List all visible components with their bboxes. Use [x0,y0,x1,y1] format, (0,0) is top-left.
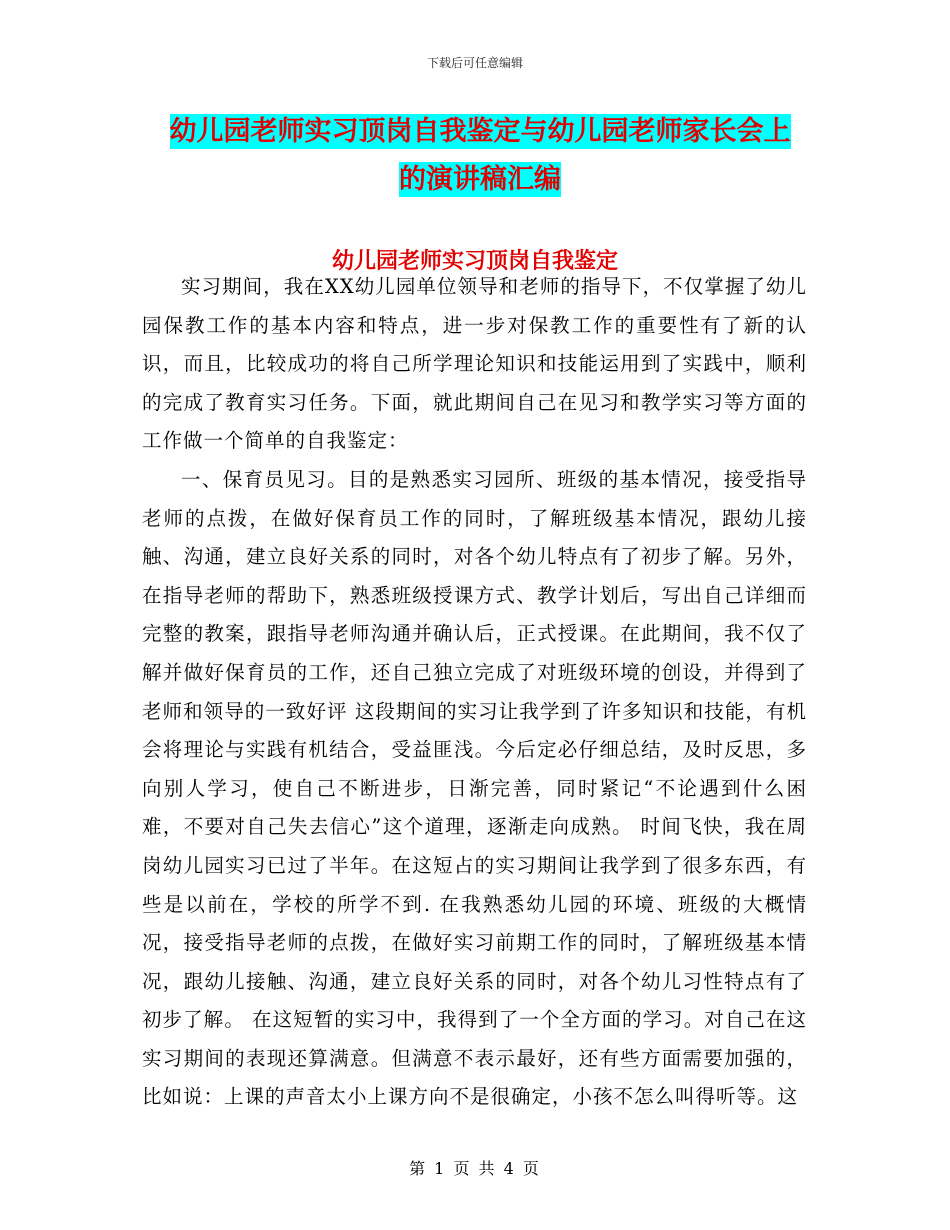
page-header: 下载后可任意编辑 [426,56,523,70]
paragraph: 实习期间，我在XX幼儿园单位领导和老师的指导下，不仅掌握了幼儿园保教工作的基本内容和特点，进一步对保教工作的重要性有了新的认识，而且，比较成功的将自己所学理论知识和技能运用到了实践中，顺利的完成了教育实习任务。下面，就此期间自己在见习和教学实习等方面的工作做一个简单的自我鉴定： [142,275,807,453]
document-title-line-2: 的演讲稿汇编 [399,164,561,195]
page-footer: 第 1 页 共 4 页 [409,1159,541,1178]
section-title: 幼儿园老师实习顶岗自我鉴定 [331,248,618,274]
document-body [142,268,807,1123]
document-title [150,108,810,204]
document-title-line-1: 幼儿园老师实习顶岗自我鉴定与幼儿园老师家长会上 [169,116,791,147]
paragraph: 一、保育员见习。目的是熟悉实习园所、班级的基本情况，接受指导老师的点拨，在做好保育员工作的同时，了解班级基本情况，跟幼儿接触、沟通，建立良好关系的同时，对各个幼儿特点有了初步了解。另外，在指导老师的帮助下，熟悉班级授课方式、教学计划后，写出自己详细而完整的教案，跟指导老师沟通并确认后，正式授课。在此期间，我不仅了解并做好保育员的工作，还自己独立完成了对班级环境的创设，并得到了老师和领导的一致好评 这段期间的实习让我学到了许多知识和技能，有机会将理论与实践有机结合，受益匪浅。今后定必仔细总结，及时反思，多向别人学习，使自己不断进步，日渐完善，同时紧记“不论遇到什么困难，不要对自己失去信心”这个道理，逐渐走向成熟。 时间飞快，我在周岗幼儿园实习已过了半年。在这短占的实习期间让我学到了很多东西，有些是以前在，学校的所学不到. 在我熟悉幼儿园的环境、班级的大概情况，接受指导老师的点拨，在做好实习前期工作的同时，了解班级基本情况，跟幼儿接触、沟通，建立良好关系的同时，对各个幼儿习性特点有了初步了解。 在这短暂的实习中，我得到了一个全方面的学习。对自己在这实习期间的表现还算满意。但满意不表示最好，还有些方面需要加强的，比如说：上课的声音太小上课方向不是很确定，小孩不怎么叫得听等。这 [142,467,807,1109]
